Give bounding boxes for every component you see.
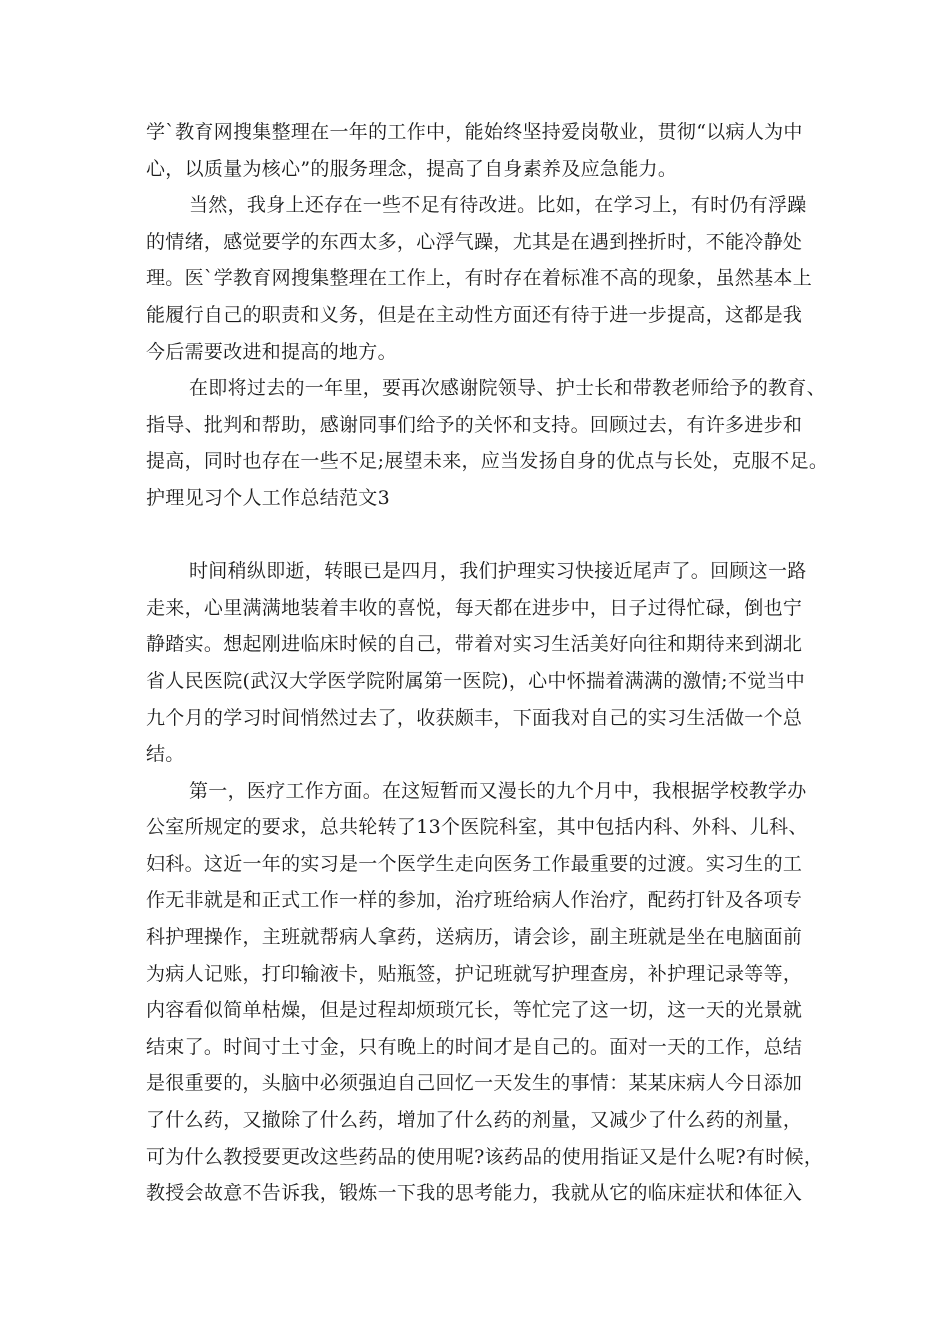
text-line: 指导、批判和帮助，感谢同事们给予的关怀和支持。回顾过去，有许多进步和 (146, 413, 803, 436)
text-line: 提高，同时也存在一些不足;展望未来，应当发扬自身的优点与长处，克服不足。 (146, 450, 829, 473)
text-line: 心，以质量为核心”的服务理念，提高了自身素养及应急能力。 (146, 157, 678, 180)
text-line: 九个月的学习时间悄然过去了，收获颇丰，下面我对自己的实习生活做一个总 (146, 706, 803, 729)
text-line: 今后需要改进和提高的地方。 (146, 340, 397, 363)
text-line: 第一，医疗工作方面。在这短暂而又漫长的九个月中，我根据学校教学办 (189, 779, 807, 802)
text-line: 时间稍纵即逝，转眼已是四月，我们护理实习快接近尾声了。回顾这一路 (189, 560, 807, 583)
text-line: 内容看似简单枯燥，但是过程却烦琐冗长，等忙完了这一切，这一天的光景就 (146, 999, 803, 1022)
text-line: 作无非就是和正式工作一样的参加，治疗班给病人作治疗，配药打针及各项专 (146, 889, 803, 912)
text-line: 是很重要的，头脑中必须强迫自己回忆一天发生的事情：某某床病人今日添加 (146, 1072, 803, 1095)
text-line: 公室所规定的要求，总共轮转了13个医院科室，其中包括内科、外科、儿科、 (146, 816, 808, 839)
blank-line (146, 517, 826, 554)
text-line: 当然，我身上还存在一些不足有待改进。比如，在学习上，有时仍有浮躁 (189, 194, 807, 217)
text-line: 能履行自己的职责和义务，但是在主动性方面还有待于进一步提高，这都是我 (146, 303, 803, 326)
text-line: 为病人记账，打印输液卡，贴瓶签，护记班就写护理查房，补护理记录等等， (146, 962, 803, 985)
text-line: 省人民医院(武汉大学医学院附属第一医院)，心中怀揣着满满的激情;不觉当中 (146, 669, 806, 692)
text-line: 学`教育网搜集整理在一年的工作中，能始终坚持爱岗敬业，贯彻“以病人为中 (146, 121, 803, 143)
text-line: 教授会故意不告诉我，锻炼一下我的思考能力，我就从它的临床症状和体征入 (146, 1182, 803, 1205)
text-line: 理。医`学教育网搜集整理在工作上，有时存在着标准不高的现象，虽然基本上 (146, 267, 813, 290)
text-line: 的情绪，感觉要学的东西太多，心浮气躁，尤其是在遇到挫折时，不能冷静处 (146, 230, 803, 253)
text-line: 科护理操作，主班就帮病人拿药，送病历，请会诊，副主班就是坐在电脑面前 (146, 926, 803, 949)
text-line: 妇科。这近一年的实习是一个医学生走向医务工作最重要的过渡。实习生的工 (146, 852, 803, 875)
text-line: 结。 (146, 743, 185, 766)
text-line: 在即将过去的一年里，要再次感谢院领导、护士长和带教老师给予的教育、 (189, 377, 826, 400)
text-line: 了什么药，又撤除了什么药，增加了什么药的剂量，又减少了什么药的剂量， (146, 1109, 803, 1132)
text-line: 静踏实。想起刚进临床时候的自己，带着对实习生活美好向往和期待来到湖北 (146, 633, 803, 656)
text-line: 结束了。时间寸土寸金，只有晚上的时间才是自己的。面对一天的工作，总结 (146, 1035, 803, 1058)
section-heading: 护理见习个人工作总结范文3 (146, 486, 390, 509)
document-body (146, 114, 829, 1212)
text-line: 走来，心里满满地装着丰收的喜悦，每天都在进步中，日子过得忙碌，倒也宁 (146, 596, 803, 619)
text-line: 可为什么教授要更改这些药品的使用呢?该药品的使用指证又是什么呢?有时候， (146, 1145, 824, 1168)
